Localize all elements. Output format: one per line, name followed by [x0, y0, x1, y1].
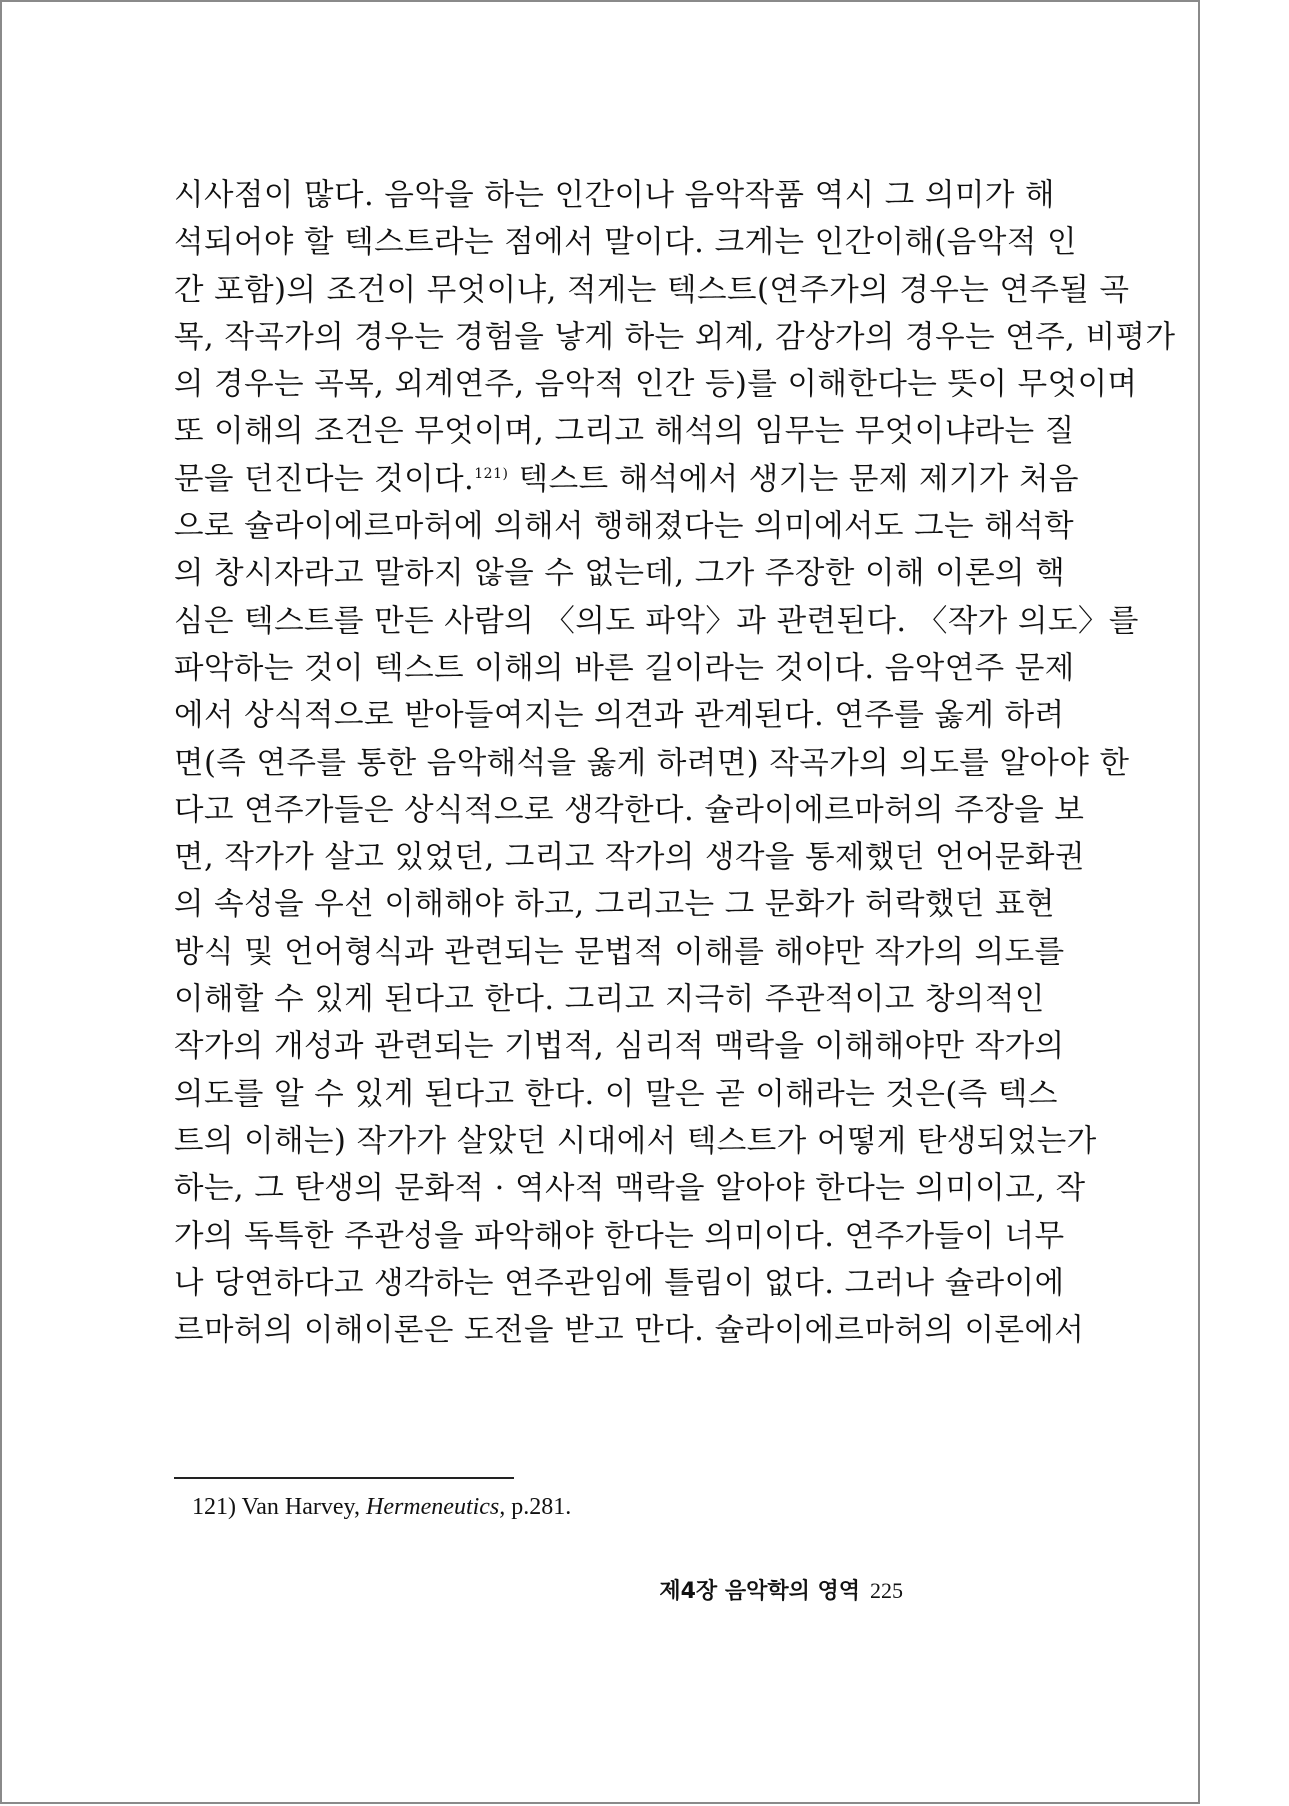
footnote-divider	[174, 1477, 514, 1479]
text-line: 파악하는 것이 텍스트 이해의 바른 길이라는 것이다. 음악연주 문제	[174, 650, 1075, 686]
footnote-author: Van Harvey,	[241, 1494, 360, 1520]
text-line: 의 창시자라고 말하지 않을 수 없는데, 그가 주장한 이해 이론의 핵	[174, 556, 1066, 592]
text-line: 의도를 알 수 있게 된다고 한다. 이 말은 곧 이해라는 것은(즉 텍스	[174, 1076, 1058, 1112]
text-line: 간 포함)의 조건이 무엇이냐, 적게는 텍스트(연주가의 경우는 연주될 곡	[174, 272, 1130, 308]
text-line: 다고 연주가들은 상식적으로 생각한다. 슐라이에르마허의 주장을 보	[174, 792, 1085, 828]
text-segment: 텍스트 해석에서 생기는 문제 제기가 처음	[508, 461, 1079, 497]
page-number: 225	[870, 1578, 903, 1603]
footnote-title: Hermeneutics,	[365, 1494, 506, 1520]
text-line: 작가의 개성과 관련되는 기법적, 심리적 맥락을 이해해야만 작가의	[174, 1029, 1065, 1065]
page-edge	[1200, 0, 1289, 1806]
text-line: 에서 상식적으로 받아들여지는 의견과 관계된다. 연주를 옳게 하려	[174, 698, 1065, 734]
running-footer	[659, 1574, 903, 1605]
text-line: 나 당연하다고 생각하는 연주관임에 틀림이 없다. 그러나 슐라이에	[174, 1265, 1065, 1301]
text-segment: 문을 던진다는 것이다.	[174, 461, 475, 497]
text-line: 면, 작가가 살고 있었던, 그리고 작가의 생각을 통제했던 언어문화권	[174, 840, 1085, 876]
text-line: 이해할 수 있게 된다고 한다. 그리고 지극히 주관적이고 창의적인	[174, 982, 1045, 1018]
chapter-title: 제4장 음악학의 영역	[659, 1579, 860, 1604]
text-line: 방식 및 언어형식과 관련되는 문법적 이해를 해야만 작가의 의도를	[174, 934, 1065, 970]
text-line-with-footnote	[174, 456, 1079, 503]
text-line: 으로 슐라이에르마허에 의해서 행해졌다는 의미에서도 그는 해석학	[174, 509, 1075, 545]
footnote	[192, 1492, 571, 1522]
text-line: 가의 독특한 주관성을 파악해야 한다는 의미이다. 연주가들이 너무	[174, 1218, 1065, 1254]
footnote-page: p.281.	[511, 1494, 572, 1520]
text-line: 면(즉 연주를 통한 음악해석을 옳게 하려면) 작곡가의 의도를 알아야 한	[174, 745, 1130, 781]
text-line: 르마허의 이해이론은 도전을 받고 만다. 슐라이에르마허의 이론에서	[174, 1313, 1085, 1349]
text-line: 석되어야 할 텍스트라는 점에서 말이다. 크게는 인간이해(음악적 인	[174, 225, 1077, 261]
text-line: 하는, 그 탄생의 문화적 · 역사적 맥락을 알아야 한다는 의미이고, 작	[174, 1171, 1086, 1207]
text-line: 또 이해의 조건은 무엇이며, 그리고 해석의 임무는 무엇이냐라는 질	[174, 414, 1075, 450]
text-line: 시사점이 많다. 음악을 하는 인간이나 음악작품 역시 그 의미가 해	[174, 178, 1055, 213]
footnote-reference[interactable]: 121)	[474, 465, 509, 482]
footnote-number: 121)	[192, 1494, 236, 1520]
text-line: 목, 작곡가의 경우는 경험을 낳게 하는 외계, 감상가의 경우는 연주, 비평가	[174, 319, 1176, 355]
text-line: 심은 텍스트를 만든 사람의 〈의도 파악〉과 관련된다. 〈작가 의도〉를	[174, 603, 1139, 639]
text-line: 트의 이해는) 작가가 살았던 시대에서 텍스트가 어떻게 탄생되었는가	[174, 1123, 1097, 1159]
body-text	[174, 172, 1176, 1354]
text-line: 의 속성을 우선 이해해야 하고, 그리고는 그 문화가 허락했던 표현	[174, 887, 1055, 923]
text-line: 의 경우는 곡목, 외계연주, 음악적 인간 등)를 이해한다는 뜻이 무엇이며	[174, 367, 1138, 403]
